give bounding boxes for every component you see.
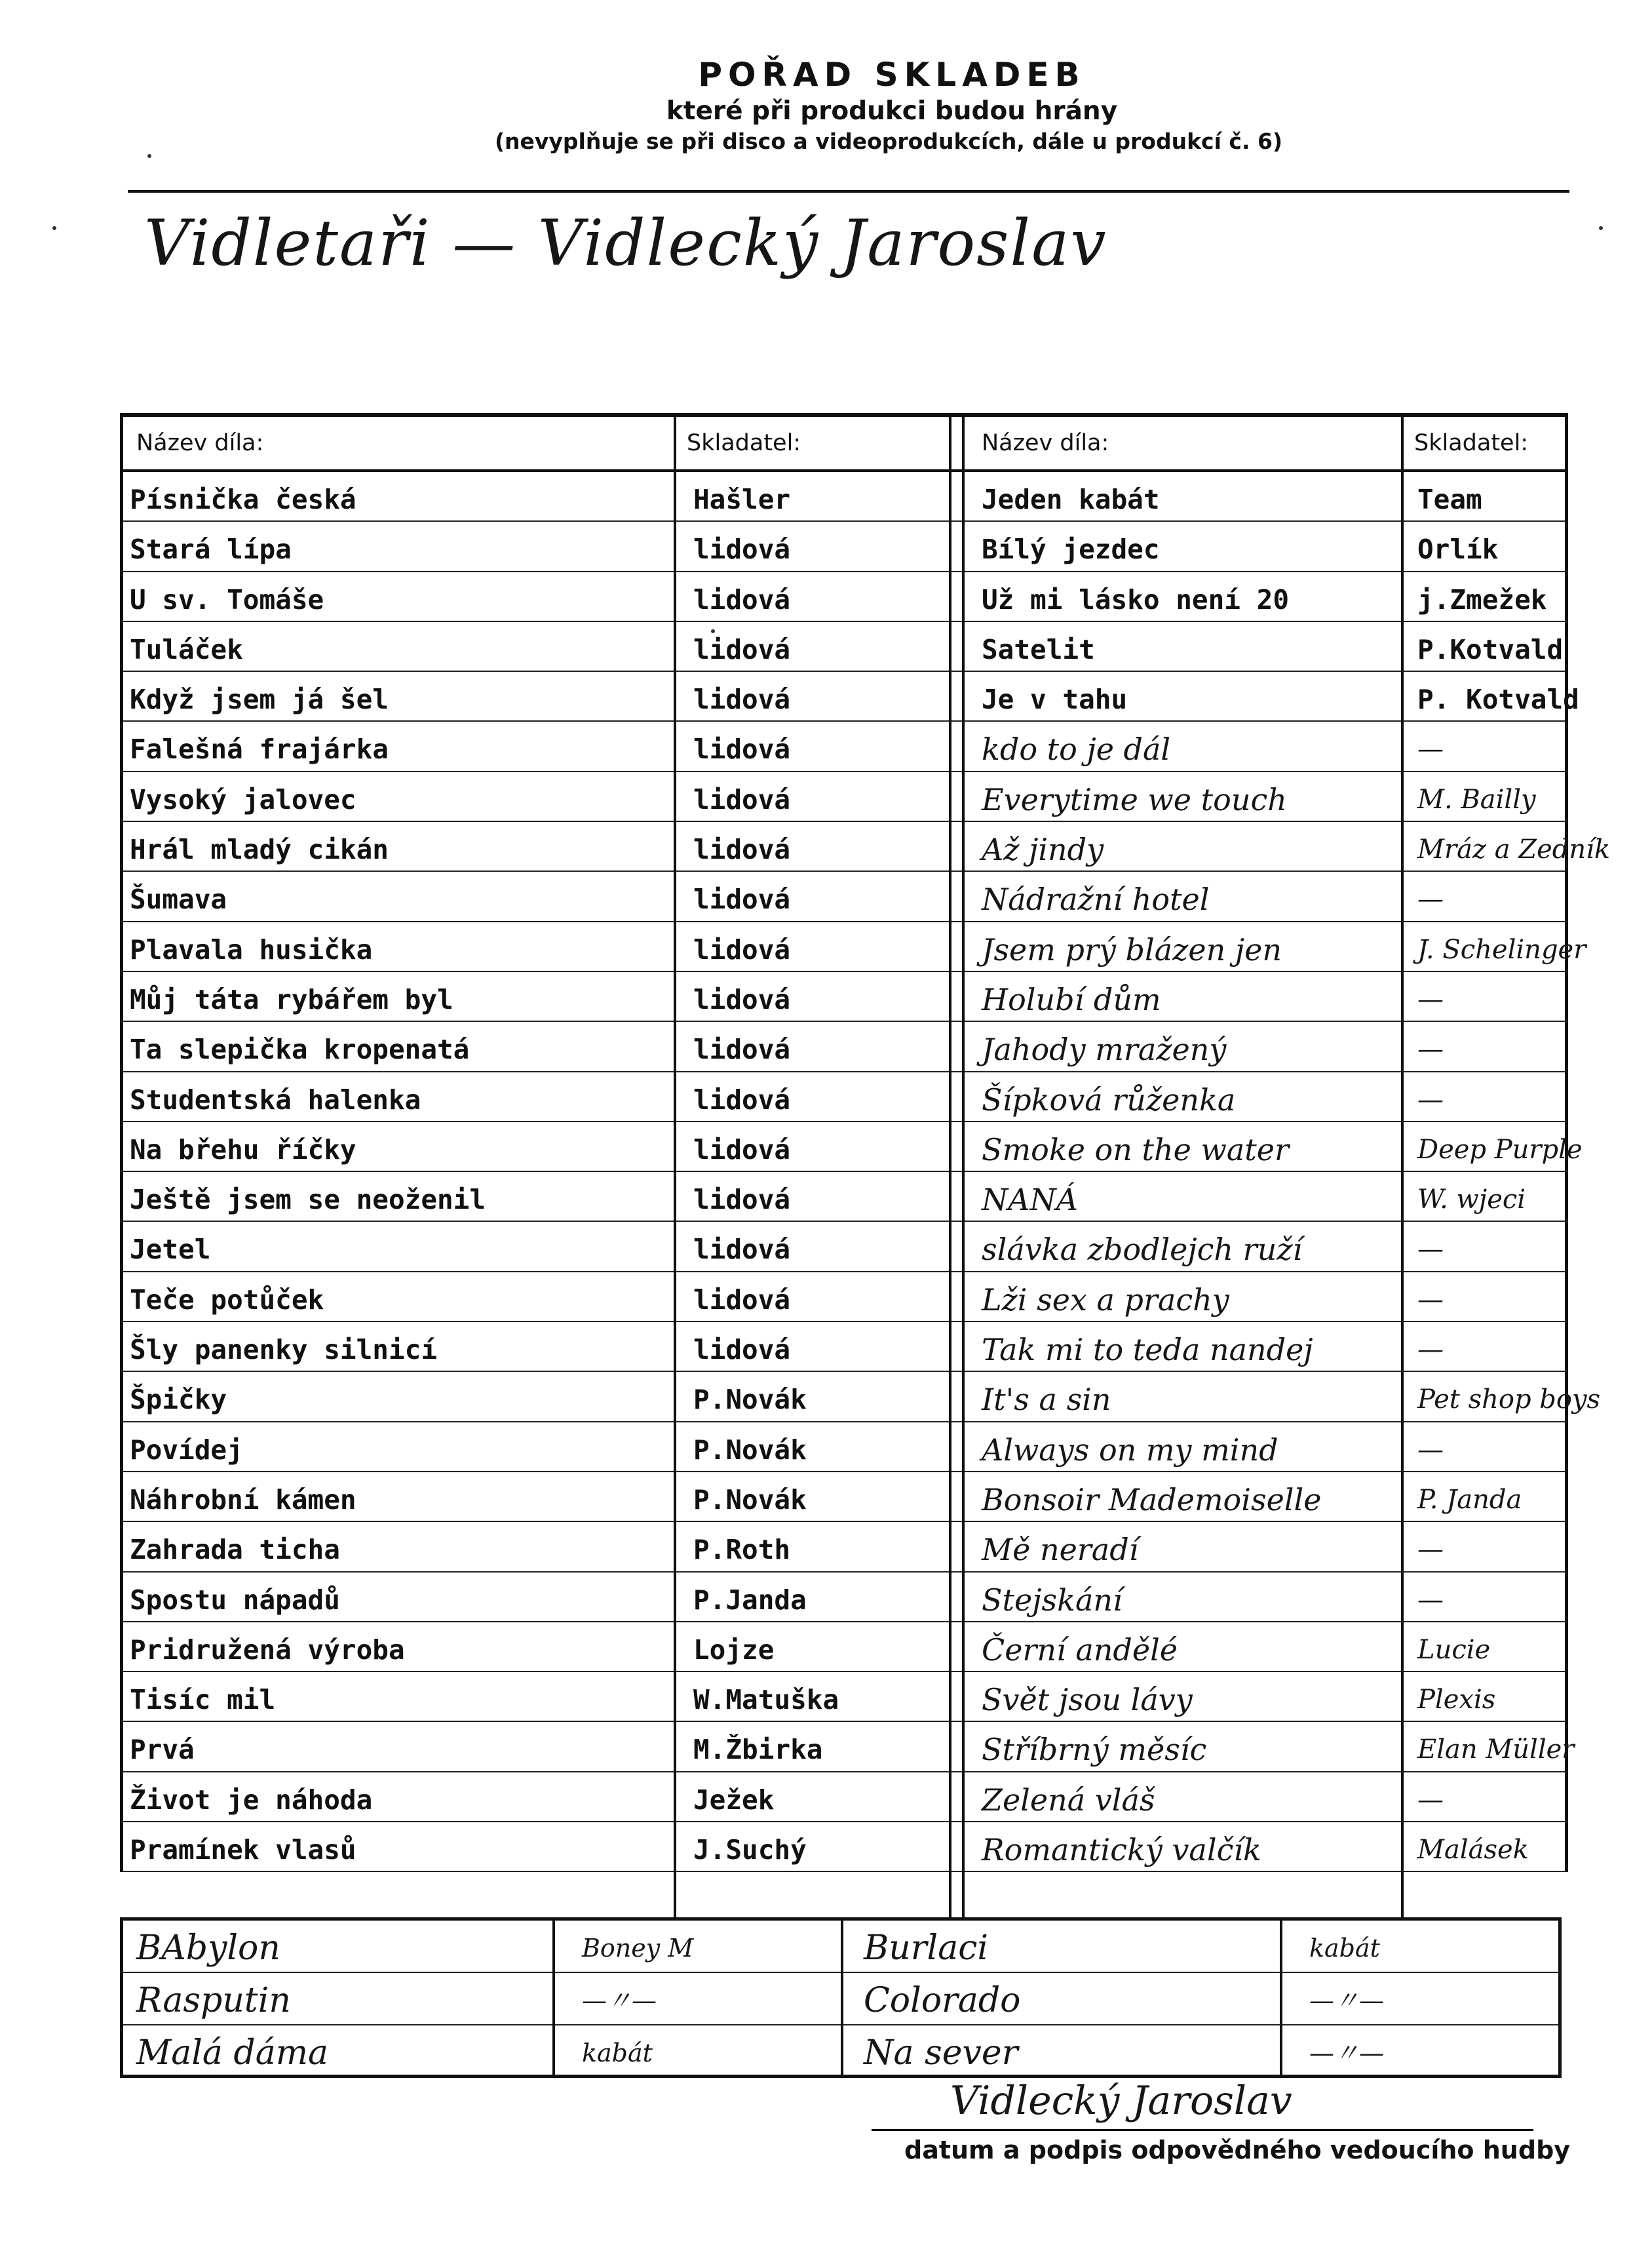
- composer-right: —: [1417, 734, 1444, 765]
- table-row: [123, 1222, 1565, 1272]
- column-divider: [1401, 413, 1404, 1921]
- column-divider: [1280, 1921, 1282, 2075]
- song-title-left: Plavala husička: [130, 933, 373, 966]
- song-title-left: Zahrada ticha: [130, 1534, 340, 1566]
- song-title-right: Always on my mind: [982, 1432, 1278, 1468]
- song-title-right: Stříbrný měsíc: [982, 1732, 1207, 1768]
- composer-right: kabát: [1309, 1934, 1380, 1963]
- signature-handwritten: Vidlecký Jaroslav: [950, 2078, 1292, 2124]
- column-divider: [674, 413, 676, 1921]
- table-row: [123, 1622, 1565, 1672]
- composer-left: lidová: [693, 1283, 791, 1316]
- table-row: [123, 1372, 1601, 1422]
- composer-right: Pet shop boys: [1417, 1384, 1601, 1415]
- composer-right: —〃—: [1309, 2039, 1385, 2067]
- table-row: [123, 1822, 1565, 1872]
- song-title-left: Šumava: [130, 884, 227, 916]
- composer-right: —: [1417, 1784, 1444, 1815]
- table-row: [123, 772, 1565, 822]
- song-title-right: Mě neradí: [982, 1532, 1139, 1568]
- composer-left: lidová: [693, 1133, 791, 1165]
- composer-right: M. Bailly: [1417, 784, 1536, 815]
- composer-right: W. wjeci: [1417, 1184, 1526, 1215]
- song-title-right: Nádražní hotel: [982, 882, 1210, 918]
- composer-left: lidová: [693, 1334, 791, 1366]
- song-title-right: Burlaci: [864, 1928, 988, 1968]
- song-title-left: Falešná frajárka: [130, 733, 389, 766]
- composer-right: —: [1417, 1284, 1444, 1315]
- table-row: [123, 922, 1586, 972]
- song-title-left: Studentská halenka: [130, 1084, 421, 1116]
- song-title-left: Písnička česká: [130, 484, 356, 515]
- song-table: [120, 413, 1611, 1872]
- composer-left: lidová: [693, 783, 791, 815]
- table-row: [123, 1122, 1583, 1172]
- song-title-left: Hrál mladý cikán: [130, 834, 389, 866]
- song-title-right: Bílý jezdec: [982, 534, 1160, 566]
- table-row: [123, 572, 1565, 622]
- table-row: [123, 822, 1611, 872]
- form-note: (nevyplňuje se při disco a videoprodukcích, dále u produkcí č. 6): [494, 128, 1283, 154]
- song-title-right: Holubí dům: [982, 981, 1161, 1017]
- song-title-right: Zelená vláš: [982, 1782, 1155, 1818]
- composer-right: P. Janda: [1417, 1484, 1522, 1515]
- table-row: [123, 722, 1565, 772]
- song-title-right: Už mi lásko není 20: [982, 583, 1289, 616]
- song-title-left: Když jsem já šel: [130, 684, 389, 716]
- table-row: [123, 1722, 1575, 1772]
- composer-right: Orlík: [1417, 534, 1499, 566]
- song-title-right: It's a sin: [982, 1382, 1111, 1418]
- composer-left: lidová: [693, 1234, 791, 1266]
- performer-handwritten: Vidletaři — Vidlecký Jaroslav: [144, 206, 1107, 280]
- table-row: [123, 1472, 1565, 1522]
- table-row: [123, 1522, 1565, 1572]
- composer-left: lidová: [693, 983, 791, 1015]
- song-title-left: Jetel: [130, 1234, 211, 1266]
- song-title-left: Malá dáma: [136, 2033, 329, 2073]
- table-row: [123, 1772, 1565, 1822]
- song-title-left: Prvá: [130, 1734, 195, 1766]
- song-title-left: Můj táta rybářem byl: [130, 983, 453, 1015]
- column-divider: [841, 1921, 843, 2075]
- song-title-right: NANÁ: [982, 1182, 1078, 1218]
- composer-left: lidová: [693, 733, 791, 766]
- composer-right: —: [1417, 1434, 1444, 1465]
- composer-left: Hašler: [693, 484, 791, 515]
- composer-right: —: [1417, 1535, 1444, 1565]
- composer-left: lidová: [693, 1084, 791, 1116]
- song-title-right: Černí andělé: [982, 1632, 1178, 1668]
- table-row: [123, 622, 1565, 672]
- song-title-left: Šly panenky silnicí: [130, 1334, 437, 1366]
- table-row: [123, 1573, 1565, 1622]
- song-title-left: U sv. Tomáše: [130, 583, 324, 616]
- composer-left: Boney M: [582, 1934, 694, 1963]
- composer-left: J.Suchý: [693, 1834, 807, 1866]
- composer-left: Lojze: [693, 1633, 775, 1666]
- composer-right: P. Kotvald: [1417, 684, 1579, 716]
- table-row: [123, 672, 1579, 722]
- signature-line: [872, 2129, 1533, 2131]
- composer-left: lidová: [693, 884, 791, 916]
- song-title-left: Špičky: [130, 1384, 227, 1416]
- composer-right: Team: [1417, 484, 1482, 515]
- table-row: [123, 972, 1565, 1022]
- table-row: [123, 522, 1565, 572]
- table-header: [123, 417, 1565, 472]
- composer-left: lidová: [693, 1184, 791, 1216]
- song-title-right: Tak mi to teda nandej: [982, 1332, 1313, 1368]
- composer-right: Lucie: [1417, 1634, 1491, 1665]
- composer-right: j.Zmežek: [1417, 583, 1547, 616]
- composer-left: lidová: [693, 684, 791, 716]
- song-title-right: slávka zbodlejch ruží: [982, 1232, 1303, 1268]
- song-title-left: BAbylon: [136, 1928, 280, 1968]
- composer-left: lidová: [693, 534, 791, 566]
- composer-right: P.Kotvald: [1417, 633, 1564, 665]
- table-row: [123, 472, 1565, 522]
- table-row: [123, 1672, 1565, 1722]
- song-title-left: Život je náhoda: [130, 1784, 373, 1816]
- song-title-right: Šípková růženka: [982, 1082, 1236, 1118]
- composer-left: P.Roth: [693, 1534, 791, 1566]
- song-title-right: Na sever: [864, 2033, 1018, 2073]
- composer-right: Elan Müller: [1417, 1734, 1575, 1765]
- song-title-right: Satelit: [982, 633, 1095, 665]
- table-row: [123, 1322, 1565, 1372]
- composer-left: lidová: [693, 933, 791, 966]
- composer-left: Ježek: [693, 1784, 775, 1816]
- song-title-right: Smoke on the water: [982, 1131, 1289, 1167]
- composer-left: kabát: [582, 2039, 653, 2067]
- composer-left: P.Janda: [693, 1584, 807, 1616]
- table-row: [123, 1272, 1565, 1322]
- song-title-right: Svět jsou lávy: [982, 1682, 1193, 1718]
- song-title-left: Tisíc mil: [130, 1684, 276, 1716]
- song-title-right: Jeden kabát: [982, 484, 1160, 515]
- composer-left: M.Žbirka: [693, 1734, 823, 1766]
- composer-left: P.Novák: [693, 1384, 807, 1416]
- table-row: [123, 1422, 1565, 1472]
- scan-speck: [147, 154, 151, 158]
- form-title: POŘAD SKLADEB: [698, 56, 1086, 94]
- song-title-right: kdo to je dál: [982, 732, 1171, 768]
- signature-caption: datum a podpis odpovědného vedoucího hudby: [904, 2136, 1571, 2164]
- song-title-left: Rasputin: [136, 1981, 291, 2020]
- column-divider: [949, 413, 951, 1921]
- song-title-right: Lži sex a prachy: [982, 1281, 1229, 1318]
- header-rule: [128, 190, 1569, 193]
- song-title-left: Pramínek vlasů: [130, 1834, 356, 1866]
- song-title-right: Až jindy: [982, 832, 1104, 868]
- song-title-left: Ještě jsem se neoženil: [130, 1184, 486, 1216]
- form-header: [0, 56, 1633, 154]
- table-row: [123, 1172, 1565, 1222]
- song-title-right: Bonsoir Mademoiselle: [982, 1481, 1322, 1517]
- composer-left: W.Matuška: [693, 1684, 839, 1716]
- song-title-right: Jahody mražený: [982, 1032, 1227, 1068]
- song-title-left: Stará lípa: [130, 534, 292, 566]
- composer-right: —: [1417, 884, 1444, 915]
- song-title-left: Teče potůček: [130, 1283, 324, 1316]
- song-title-left: Pridružená výroba: [130, 1633, 405, 1666]
- composer-right: Mráz a Zedník: [1417, 834, 1611, 865]
- song-title-right: Everytime we touch: [982, 781, 1287, 817]
- song-title-left: Na břehu říčky: [130, 1133, 356, 1165]
- table-body: [123, 472, 1611, 1872]
- composer-left: lidová: [693, 1034, 791, 1066]
- composer-left: lidová: [693, 633, 791, 665]
- header-title-right: Název díla:: [982, 430, 1109, 456]
- composer-right: —: [1417, 1084, 1444, 1115]
- song-title-left: Náhrobní kámen: [130, 1483, 356, 1515]
- composer-right: —: [1417, 1034, 1444, 1065]
- header-composer-left: Skladatel:: [687, 430, 801, 456]
- composer-left: —〃—: [582, 1986, 657, 2015]
- song-title-right: Stejskání: [982, 1582, 1123, 1618]
- scan-speck: [711, 629, 715, 633]
- song-title-right: Je v tahu: [982, 684, 1128, 716]
- table-row: [123, 1072, 1565, 1122]
- table-row: [123, 872, 1565, 922]
- composer-left: lidová: [693, 583, 791, 616]
- composer-left: P.Novák: [693, 1483, 807, 1515]
- composer-left: lidová: [693, 834, 791, 866]
- song-title-left: Ta slepička kropenatá: [130, 1034, 470, 1066]
- song-title-left: Vysoký jalovec: [130, 783, 356, 815]
- song-title-right: Colorado: [864, 1981, 1021, 2020]
- composer-right: Plexis: [1417, 1685, 1496, 1715]
- column-divider: [962, 413, 965, 1921]
- composer-right: —: [1417, 1234, 1444, 1265]
- composer-right: J. Schelinger: [1417, 934, 1586, 965]
- extra-songs-table: [120, 1917, 1562, 2078]
- column-divider: [552, 1921, 555, 2075]
- song-title-left: Tuláček: [130, 633, 243, 665]
- composer-right: Deep Purple: [1417, 1134, 1583, 1165]
- song-title-right: Romantický valčík: [982, 1832, 1261, 1868]
- composer-right: —: [1417, 984, 1444, 1015]
- song-title-right: Jsem prý blázen jen: [982, 931, 1282, 968]
- composer-right: —〃—: [1309, 1986, 1385, 2015]
- scan-speck: [52, 226, 56, 230]
- song-title-left: Spostu nápadů: [130, 1584, 340, 1616]
- form-subtitle: které při produkci budou hrány: [666, 96, 1118, 126]
- header-title-left: Název díla:: [136, 430, 264, 456]
- song-title-left: Povídej: [130, 1434, 243, 1466]
- composer-left: P.Novák: [693, 1434, 807, 1466]
- composer-right: —: [1417, 1335, 1444, 1365]
- header-composer-right: Skladatel:: [1414, 430, 1529, 456]
- table-row: [123, 1022, 1565, 1072]
- composer-right: —: [1417, 1584, 1444, 1615]
- composer-right: Malásek: [1417, 1835, 1529, 1866]
- scan-speck: [1599, 226, 1603, 230]
